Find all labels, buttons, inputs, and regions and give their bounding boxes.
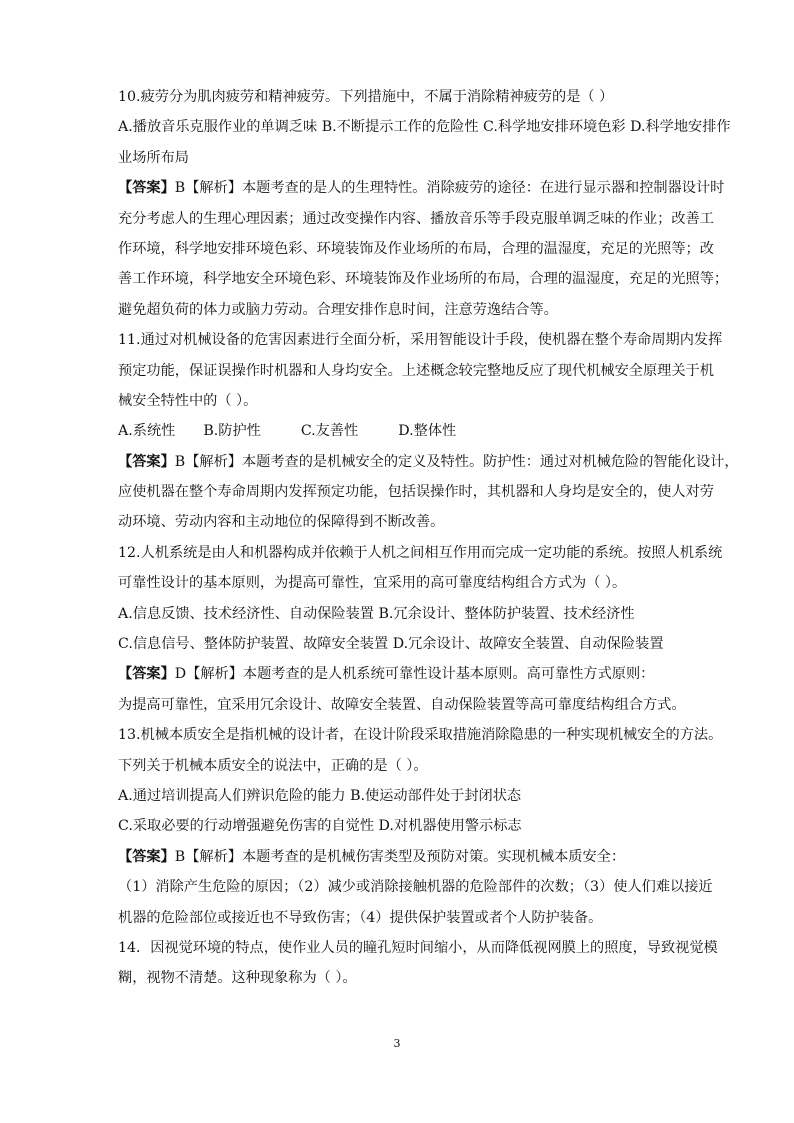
option-c: C.友善性 bbox=[300, 423, 359, 440]
question-13-options: A.通过培训提高人们辨识危险的能力 B.使运动部件处于封闭状态 bbox=[118, 787, 522, 804]
answer-tag: 【答案】 bbox=[118, 666, 175, 683]
answer-text: B【解析】本题考查的是人的生理特性。消除疲劳的途径：在进行显示器和控制器设计时 bbox=[174, 180, 725, 197]
answer-tag: 【答案】 bbox=[118, 180, 175, 197]
answer-text: B【解析】本题考查的是机械安全的定义及特性。防护性：通过对机械危险的智能化设计， bbox=[174, 453, 739, 470]
option-d: D.整体性 bbox=[398, 423, 457, 440]
question-13-answer bbox=[118, 842, 728, 872]
question-10-stem: 10.疲劳分为肌肉疲劳和精神疲劳。下列措施中，不属于消除精神疲劳的是（ ） bbox=[118, 89, 614, 105]
question-11-stem: 11.通过对机械设备的危害因素进行全面分析，采用智能设计手段，使机器在整个寿命周期内发挥 bbox=[118, 332, 723, 349]
question-10-answer bbox=[118, 173, 728, 203]
answer-line: 动环境、劳动内容和主动地位的保障得到不断改善。 bbox=[118, 514, 445, 531]
question-12-options: A.信息反馈、技术经济性、自动保险装置 B.冗余设计、整体防护装置、技术经济性 bbox=[118, 605, 635, 622]
question-stem-line: 下列关于机械本质安全的说法中，正确的是（ ）。 bbox=[118, 757, 428, 774]
question-13-options-cont: C.采取必要的行动增强避免伤害的自觉性 D.对机器使用警示标志 bbox=[118, 818, 522, 835]
question-stem-line: 预定功能，保证误操作时机器和人身均安全。上述概念较完整地反应了现代机械安全原理关于机 bbox=[118, 362, 714, 379]
answer-line: 为提高可靠性，宜采用冗余设计、故障安全装置、自动保险装置等高可靠度结构组合方式。 bbox=[118, 696, 686, 713]
answer-line: 应使机器在整个寿命周期内发挥预定功能，包括误操作时，其机器和人身均是安全的，使人对劳 bbox=[118, 484, 714, 501]
answer-line: 机器的危险部位或接近也不导致伤害；（4）提供保护装置或者个人防护装备。 bbox=[118, 909, 603, 926]
document-body bbox=[118, 82, 739, 994]
question-10-options: A.播放音乐克服作业的单调乏味 B.不断提示工作的危险性 C.科学地安排环境色彩 D.科学地安排作 bbox=[118, 119, 731, 136]
question-12-stem: 12.人机系统是由人和机器构成并依赖于人机之间相互作用而完成一定功能的系统。按照人机系统 bbox=[118, 544, 723, 561]
answer-tag: 【答案】 bbox=[118, 453, 175, 470]
page-number: 3 bbox=[393, 1037, 401, 1050]
answer-tag: 【答案】 bbox=[118, 848, 175, 865]
answer-line: 避免超负荷的体力或脑力劳动。合理安排作息时间，注意劳逸结合等。 bbox=[118, 301, 558, 318]
question-12-options-cont: C.信息信号、整体防护装置、故障安全装置 D.冗余设计、故障安全装置、自动保险装置 bbox=[118, 636, 664, 653]
question-stem-line: 可靠性设计的基本原则，为提高可靠性，宜采用的高可靠度结构组合方式为（ ）。 bbox=[118, 575, 627, 592]
question-11-answer bbox=[118, 447, 739, 477]
answer-text: B【解析】本题考查的是机械伤害类型及预防对策。实现机械本质安全： bbox=[174, 848, 626, 865]
answer-line: 作环境，科学地安排环境色彩、环境装饰及作业场所的布局，合理的温湿度，充足的光照等；改 bbox=[118, 240, 714, 257]
option-a: A.系统性 bbox=[118, 423, 176, 440]
answer-line: 善工作环境，科学地安全环境色彩、环境装饰及作业场所的布局，合理的温湿度，充足的光照等； bbox=[118, 271, 729, 288]
question-10-options-cont: 业场所布局 bbox=[118, 149, 189, 166]
question-12-answer bbox=[118, 659, 728, 689]
answer-line: （1）消除产生危险的原因；（2）减少或消除接触机器的危险部件的次数；（3）使人们难以接近 bbox=[118, 879, 713, 896]
question-11-options bbox=[118, 416, 728, 446]
option-b: B.防护性 bbox=[203, 423, 261, 440]
question-stem-line: 械安全特性中的（ ）。 bbox=[118, 392, 258, 409]
answer-text: D【解析】本题考查的是人机系统可靠性设计基本原则。高可靠性方式原则： bbox=[174, 666, 655, 683]
question-14-stem: 14．因视觉环境的特点，使作业人员的瞳孔短时间缩小，从而降低视网膜上的照度，导致视觉模 bbox=[118, 939, 718, 956]
answer-line: 充分考虑人的生理心理因素；通过改变操作内容、播放音乐等手段克服单调乏味的作业；改善工 bbox=[118, 210, 714, 227]
question-stem-line: 糊，视物不清楚。这种现象称为（ ）。 bbox=[118, 970, 357, 987]
question-13-stem: 13.机械本质安全是指机械的设计者，在设计阶段采取措施消除隐患的一种实现机械安全的方法。 bbox=[118, 727, 723, 744]
